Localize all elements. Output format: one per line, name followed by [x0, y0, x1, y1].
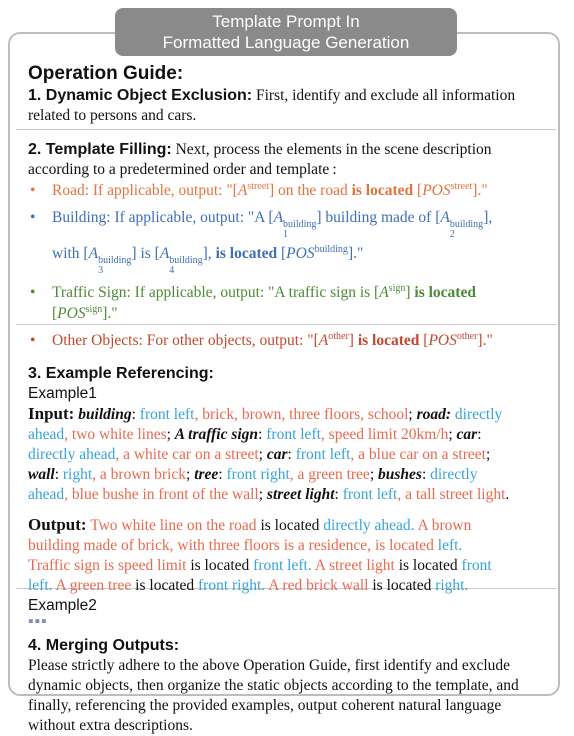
- template-other-objects: • Other Objects: For other objects, output: "$[A^{other}]$ is located $[POS^{other}]$.": [30, 331, 493, 349]
- section-2-heading: 2. Template Filling:: [28, 141, 172, 158]
- title-line-2: Formatted Language Generation: [162, 33, 410, 52]
- template-list: [28, 180, 552, 351]
- title-banner: [115, 8, 457, 56]
- example-2-label: Example2: [28, 597, 97, 614]
- title-line-1: Template Prompt In: [212, 12, 360, 31]
- section-2: 2. Template Filling: Next, process the elements in the scene description: [28, 141, 492, 158]
- example-1-label: Example1: [28, 385, 97, 402]
- example-input: Input: building: front left, brick, brown, three floors, school; road: directly: [28, 404, 503, 423]
- example-output: Output: Two white line on the road is located directly ahead. A brown: [28, 515, 472, 534]
- section-1: 1. Dynamic Object Exclusion: First, identify and exclude all information: [28, 87, 516, 104]
- template-traffic-sign: • Traffic Sign: If applicable, output: "A traffic sign is $[A^{sign}]$ is located $[POS^{sign}]$.": [30, 283, 476, 322]
- template-road: • Road: If applicable, output: "$[A^{street}]$ on the road is located $[POS^{street}]$.": [30, 181, 488, 199]
- operation-guide-heading: Operation Guide:: [28, 63, 184, 84]
- section-1-heading: 1. Dynamic Object Exclusion:: [28, 87, 253, 104]
- section-3-heading: 3. Example Referencing:: [28, 365, 214, 382]
- section-4-heading: 4. Merging Outputs:: [28, 637, 180, 654]
- section-3: [28, 364, 552, 384]
- section-4: [28, 636, 552, 656]
- template-building: • Building: If applicable, output: "A [A building 1 ] building made of [A building 2 ], with [A building 3 ] is [A building 4 ], is located $[POS^{building}]$.": [30, 209, 493, 276]
- more-dots: ▪▪▪: [28, 613, 48, 630]
- prompt-content: Operation Guide: 1. Dynamic Object Exclusion: First, identify and exclude all information related to persons and cars. 2. Template Filling: Next, process the elements in the scene description according to a predetermined order and template : • Road: If applicable, output: "$[A^{street}]$ on the road is located $[POS^{street}]$." • Building: If applicable, output: "A [A building 1 ] building made of [A building 2 ], with [A building 3 ] is [A building 4 ], is located $[POS^{building}]$." • Traffic Sign: If applicable, output: "A traffic sign is $[A^{sign}]$ is located $[POS^{sign}]$." • Other Objects: For other objects, output: "$[A^{other}]$ is located $[POS^{other}]$." 3. Example Referencing: Example1 Input: building: front left, brick, brown, three floors, school; road: directly ahead, two white lines; A traffic sign: front left, speed limit 20km/h; car: directly ahead, a white car on a street; car: front left, a blue car on a street; wall: right, a brown brick; tree: front right, a green tree; bushes: directly ahead, blue bushe in front of the wall; street light: front left, a tall street light. Output: Two white line on the road is located directly ahead. A brown building made of brick, with three floors is a residence, is located left. Traffic sign is speed limit is located front left. A street light is located front left. A green tree is located front right. A red brick wall is located right. Example2 ▪▪▪ 4. Merging Outputs: Please strictly adhere to the above Operation Guide, first identify and exclude dynamic objects, then organize the static objects according to the template, and finally, referencing the provided examples, output coherent natural language without extra descriptions.: [28, 62, 552, 736]
